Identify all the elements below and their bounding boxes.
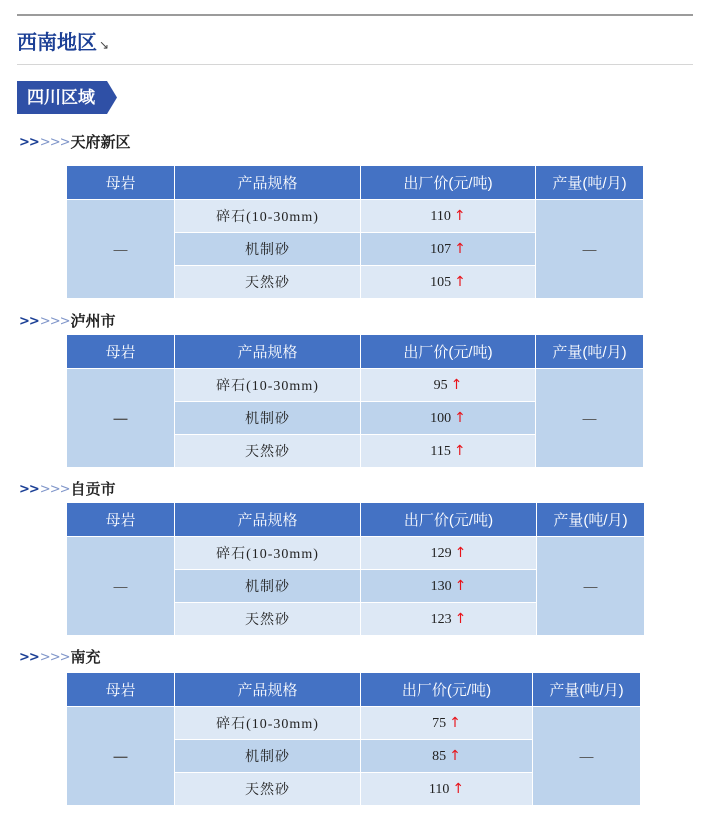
col-header-rock: 母岩 xyxy=(67,166,175,200)
table-row xyxy=(67,707,641,740)
city-name: 南充 xyxy=(70,649,101,666)
chevron-icon: >> xyxy=(19,650,39,665)
col-header-price: 出厂价(元/吨) xyxy=(361,335,536,369)
table-row xyxy=(67,537,645,570)
col-header-spec: 产品规格 xyxy=(175,335,361,369)
city-heading xyxy=(19,133,131,153)
city-heading xyxy=(19,648,101,668)
up-arrow-icon: ↑ xyxy=(454,610,467,627)
up-arrow-icon: ↑ xyxy=(452,780,465,797)
price-cell xyxy=(361,570,537,603)
col-header-price: 出厂价(元/吨) xyxy=(361,503,537,537)
price-value: 110 xyxy=(428,781,450,797)
table-header-row xyxy=(67,503,645,537)
price-value: 130 xyxy=(430,578,452,594)
col-header-output: 产量(吨/月) xyxy=(536,166,644,200)
price-value: 129 xyxy=(430,545,452,561)
city-name: 天府新区 xyxy=(70,134,131,151)
city-heading xyxy=(19,312,116,332)
price-value: 75 xyxy=(432,715,447,731)
spec-cell: 天然砂 xyxy=(175,603,361,636)
price-value: 105 xyxy=(430,274,452,290)
chevron-icon: >> xyxy=(19,135,39,150)
region-title: 西南地区 xyxy=(17,32,97,54)
chevron-light-icon: >>> xyxy=(39,314,70,329)
up-arrow-icon: ↑ xyxy=(449,714,461,731)
price-cell xyxy=(361,603,537,636)
price-cell xyxy=(361,537,537,570)
city-name: 泸州市 xyxy=(70,313,116,330)
spec-cell: 机制砂 xyxy=(175,570,361,603)
table-header-row xyxy=(67,673,641,707)
spec-cell: 天然砂 xyxy=(175,435,361,468)
area-badge xyxy=(17,81,117,114)
col-header-price: 出厂价(元/吨) xyxy=(361,673,533,707)
price-value: 123 xyxy=(430,611,452,627)
chevron-icon: >> xyxy=(19,482,39,497)
chevron-light-icon: >>> xyxy=(39,135,70,150)
spec-cell: 机制砂 xyxy=(175,402,361,435)
price-cell xyxy=(361,233,536,266)
spec-cell: 碎石(10-30mm) xyxy=(175,707,361,740)
arrow-down-right-icon: ↘ xyxy=(99,38,110,52)
chevron-light-icon: >>> xyxy=(39,650,70,665)
col-header-output: 产量(吨/月) xyxy=(537,503,645,537)
col-header-spec: 产品规格 xyxy=(175,503,361,537)
rock-cell: — xyxy=(67,369,175,468)
col-header-spec: 产品规格 xyxy=(175,673,361,707)
spec-cell: 碎石(10-30mm) xyxy=(175,537,361,570)
header-divider xyxy=(17,64,693,65)
price-value: 107 xyxy=(430,241,452,257)
price-value: 95 xyxy=(433,377,448,393)
up-arrow-icon: ↑ xyxy=(453,207,466,224)
price-cell xyxy=(361,435,536,468)
table-header-row xyxy=(67,335,644,369)
price-table xyxy=(66,165,644,299)
price-cell xyxy=(361,707,533,740)
price-cell xyxy=(361,402,536,435)
table-row xyxy=(67,369,644,402)
col-header-rock: 母岩 xyxy=(67,335,175,369)
spec-cell: 碎石(10-30mm) xyxy=(175,369,361,402)
col-header-rock: 母岩 xyxy=(67,503,175,537)
col-header-price: 出厂价(元/吨) xyxy=(361,166,536,200)
price-table xyxy=(66,334,644,468)
top-divider xyxy=(17,14,693,16)
output-cell: — xyxy=(536,200,644,299)
up-arrow-icon: ↑ xyxy=(450,376,463,393)
spec-cell: 碎石(10-30mm) xyxy=(175,200,361,233)
table-header-row xyxy=(67,166,644,200)
col-header-output: 产量(吨/月) xyxy=(533,673,641,707)
up-arrow-icon: ↑ xyxy=(454,240,466,257)
price-cell xyxy=(361,266,536,299)
price-table xyxy=(66,672,641,806)
area-label: 四川区域 xyxy=(27,88,95,107)
table-row xyxy=(67,200,644,233)
col-header-output: 产量(吨/月) xyxy=(536,335,644,369)
output-cell: — xyxy=(537,537,645,636)
up-arrow-icon: ↑ xyxy=(454,409,466,426)
price-cell xyxy=(361,200,536,233)
city-heading xyxy=(19,480,116,500)
rock-cell: — xyxy=(67,707,175,806)
spec-cell: 天然砂 xyxy=(175,773,361,806)
city-name: 自贡市 xyxy=(70,481,116,498)
price-value: 110 xyxy=(430,208,451,224)
region-header xyxy=(17,28,109,56)
rock-cell: — xyxy=(67,537,175,636)
chevron-light-icon: >>> xyxy=(39,482,70,497)
spec-cell: 机制砂 xyxy=(175,233,361,266)
up-arrow-icon: ↑ xyxy=(453,442,466,459)
chevron-icon: >> xyxy=(19,314,39,329)
price-value: 85 xyxy=(432,748,447,764)
up-arrow-icon: ↑ xyxy=(454,544,467,561)
output-cell: — xyxy=(536,369,644,468)
spec-cell: 机制砂 xyxy=(175,740,361,773)
price-cell xyxy=(361,773,533,806)
up-arrow-icon: ↑ xyxy=(449,747,461,764)
price-table xyxy=(66,502,645,636)
price-value: 115 xyxy=(430,443,451,459)
output-cell: — xyxy=(533,707,641,806)
up-arrow-icon: ↑ xyxy=(454,577,467,594)
price-cell xyxy=(361,369,536,402)
col-header-spec: 产品规格 xyxy=(175,166,361,200)
rock-cell: — xyxy=(67,200,175,299)
price-cell xyxy=(361,740,533,773)
up-arrow-icon: ↑ xyxy=(454,273,466,290)
spec-cell: 天然砂 xyxy=(175,266,361,299)
col-header-rock: 母岩 xyxy=(67,673,175,707)
price-value: 100 xyxy=(430,410,452,426)
